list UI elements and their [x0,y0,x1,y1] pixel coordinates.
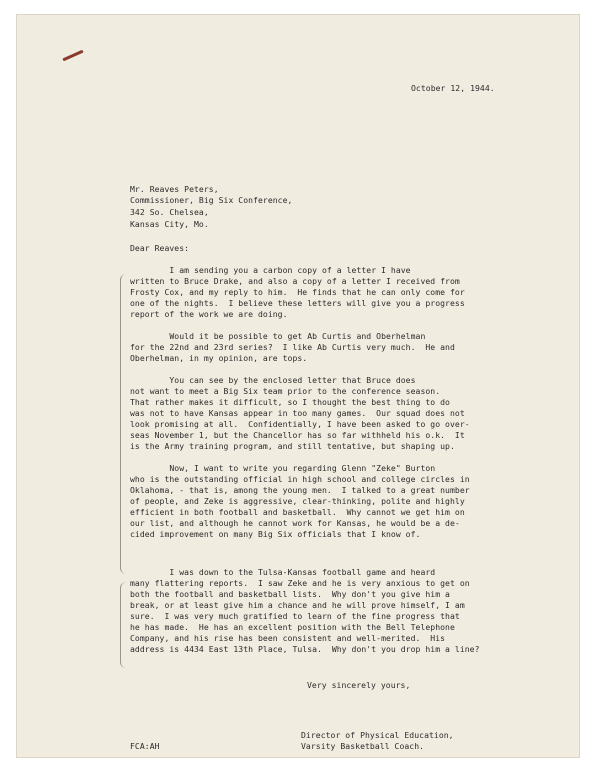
recipient-line: Commissioner, Big Six Conference, [130,195,293,205]
ink-mark [62,50,83,62]
body-line: I was down to the Tulsa-Kansas football game and heard [130,567,436,577]
recipient-line: Kansas City, Mo. [130,219,209,229]
signature-title: Varsity Basketball Coach. [301,741,425,751]
letter-date: October 12, 1944. [411,83,495,93]
salutation: Dear Reaves: [130,243,190,253]
body-line: Company, and his rise has been consistent and well-merited. His [130,633,446,643]
body-line: many flattering reports. I saw Zeke and he is very anxious to get on [130,578,470,588]
body-line: for the 22nd and 23rd series? I like Ab Curtis very much. He and [130,342,455,352]
body-line: our list, and although he cannot work for Kansas, he would be a de- [130,518,460,528]
typist-initials: FCA:AH [130,741,160,751]
body-line: You can see by the enclosed letter that Bruce does [130,375,416,385]
recipient-line: Mr. Reaves Peters, [130,184,219,194]
body-line: Now, I want to write you regarding Glenn "Zeke" Burton [130,463,436,473]
body-line: sure. I was very much gratified to learn of the fine progress that [130,611,460,621]
body-line: seas November 1, but the Chancellor has so far withheld his o.k. It [130,430,465,440]
body-line: Would it be possible to get Ab Curtis and Oberhelman [130,331,426,341]
body-line: he has made. He has an excellent position with the Bell Telephone [130,622,455,632]
body-line: was not to have Kansas appear in too many games. Our squad does not [130,408,465,418]
margin-bracket-mark [120,274,127,574]
body-line: I am sending you a carbon copy of a letter I have [130,265,411,275]
body-line: cided improvement on many Big Six officials that I know of. [130,529,421,539]
body-line: written to Bruce Drake, and also a copy of a letter I received from [130,276,460,286]
closing: Very sincerely yours, [307,680,411,690]
body-line: That rather makes it difficult, so I thought the best thing to do [130,397,450,407]
body-line: of people, and Zeke is aggressive, clear-thinking, polite and highly [130,496,465,506]
body-line: both the football and basketball lists. Why don't you give him a [130,589,450,599]
margin-bracket-mark-lower [120,582,127,668]
body-line: break, or at least give him a chance and he will prove himself, I am [130,600,465,610]
letter-page [16,14,580,758]
body-line: Frosty Cox, and my reply to him. He finds that he can only come for [130,287,465,297]
body-line: who is the outstanding official in high school and college circles in [130,474,470,484]
body-line: Oklahoma, - that is, among the young men. I talked to a great number [130,485,470,495]
recipient-line: 342 So. Chelsea, [130,207,209,217]
body-line: address is 4434 East 13th Place, Tulsa. Why don't you drop him a line? [130,644,480,654]
body-line: look promising at all. Confidentially, I have been asked to go over- [130,419,470,429]
body-line: not want to meet a Big Six team prior to the conference season. [130,386,441,396]
body-line: Oberhelman, in my opinion, are tops. [130,353,308,363]
body-line: report of the work we are doing. [130,309,288,319]
signature-title: Director of Physical Education, [301,730,454,740]
body-line: one of the nights. I believe these letters will give you a progress [130,298,465,308]
body-line: is the Army training program, and still tentative, but shaping up. [130,441,455,451]
body-line: efficient in both football and basketball. Why cannot we get him on [130,507,465,517]
